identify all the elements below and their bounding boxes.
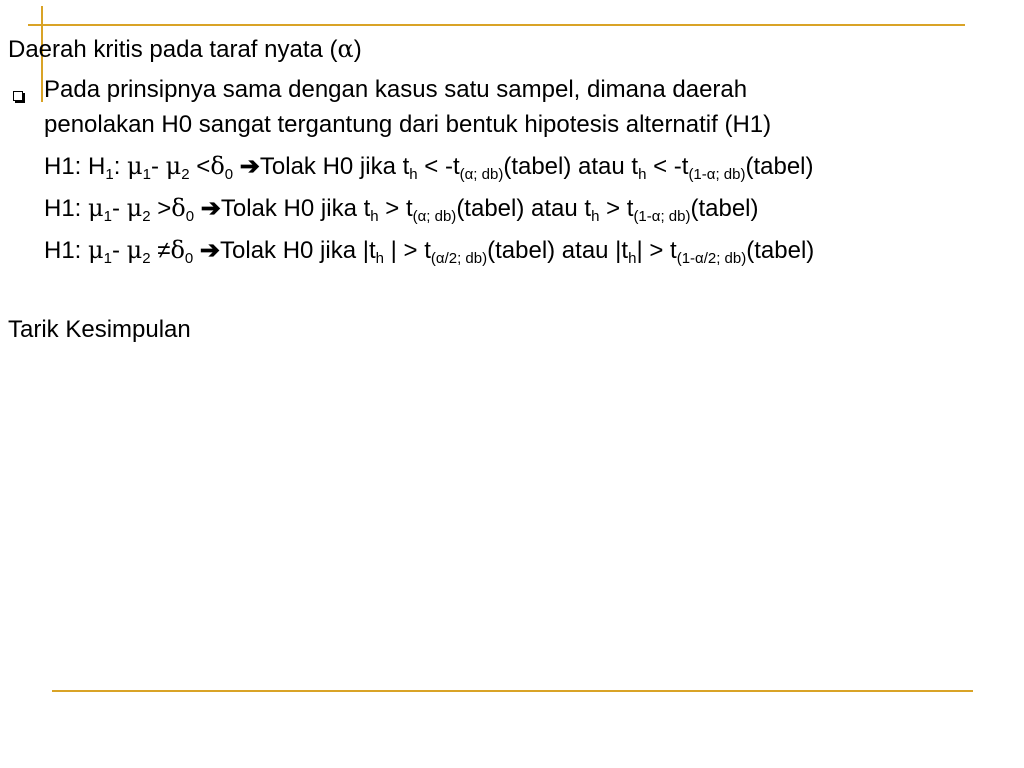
top-accent-rule (28, 24, 965, 26)
square-bullet-icon (13, 91, 23, 101)
hypothesis-rule-not-equal: H1: $\mu_1-$ $\mu_2 \ne\delta_0$ ➔Tolak H0 jika $|t_h$ | > $t_{(\alpha/2; db)}(tabel)$ atau $|t_h|$ > $t_{(1-\alpha/2; db)}(tabel)$ (44, 236, 815, 267)
right-arrow-icon: ➔ (200, 195, 221, 222)
bottom-accent-rule (52, 690, 973, 692)
bullet-text-line-2: penolakan H0 sangat tergantung dari bentuk hipotesis alternatif (H1) (44, 111, 772, 138)
hypothesis-rule-greater-than: H1: $\mu_1-$ $\mu_2 >\delta_0$ ➔Tolak H0 jika $t_h$ > $t_{(\alpha; db)}(tabel)$ atau $t_h$ > $t_{(1-\alpha; db)}(tabel)$ (44, 194, 759, 225)
heading-conclusion: Tarik Kesimpulan (8, 316, 191, 343)
heading-critical-region: Daerah kritis pada taraf nyata (α) (8, 35, 362, 63)
hypothesis-rule-less-than: H1: $H_1$: $\mu_1-$ $\mu_2 <\delta_0$ ➔Tolak H0 jika $t_h$ < $-t_{(\alpha; db)}(tabel)$ atau $t_h$ < $-t_{(1-\alpha; db)}(tabel)$ (44, 152, 814, 183)
bullet-text-line-1: Pada prinsipnya sama dengan kasus satu sampel, dimana daerah (44, 76, 748, 103)
right-arrow-icon: ➔ (199, 237, 221, 264)
right-arrow-icon: ➔ (239, 153, 260, 180)
